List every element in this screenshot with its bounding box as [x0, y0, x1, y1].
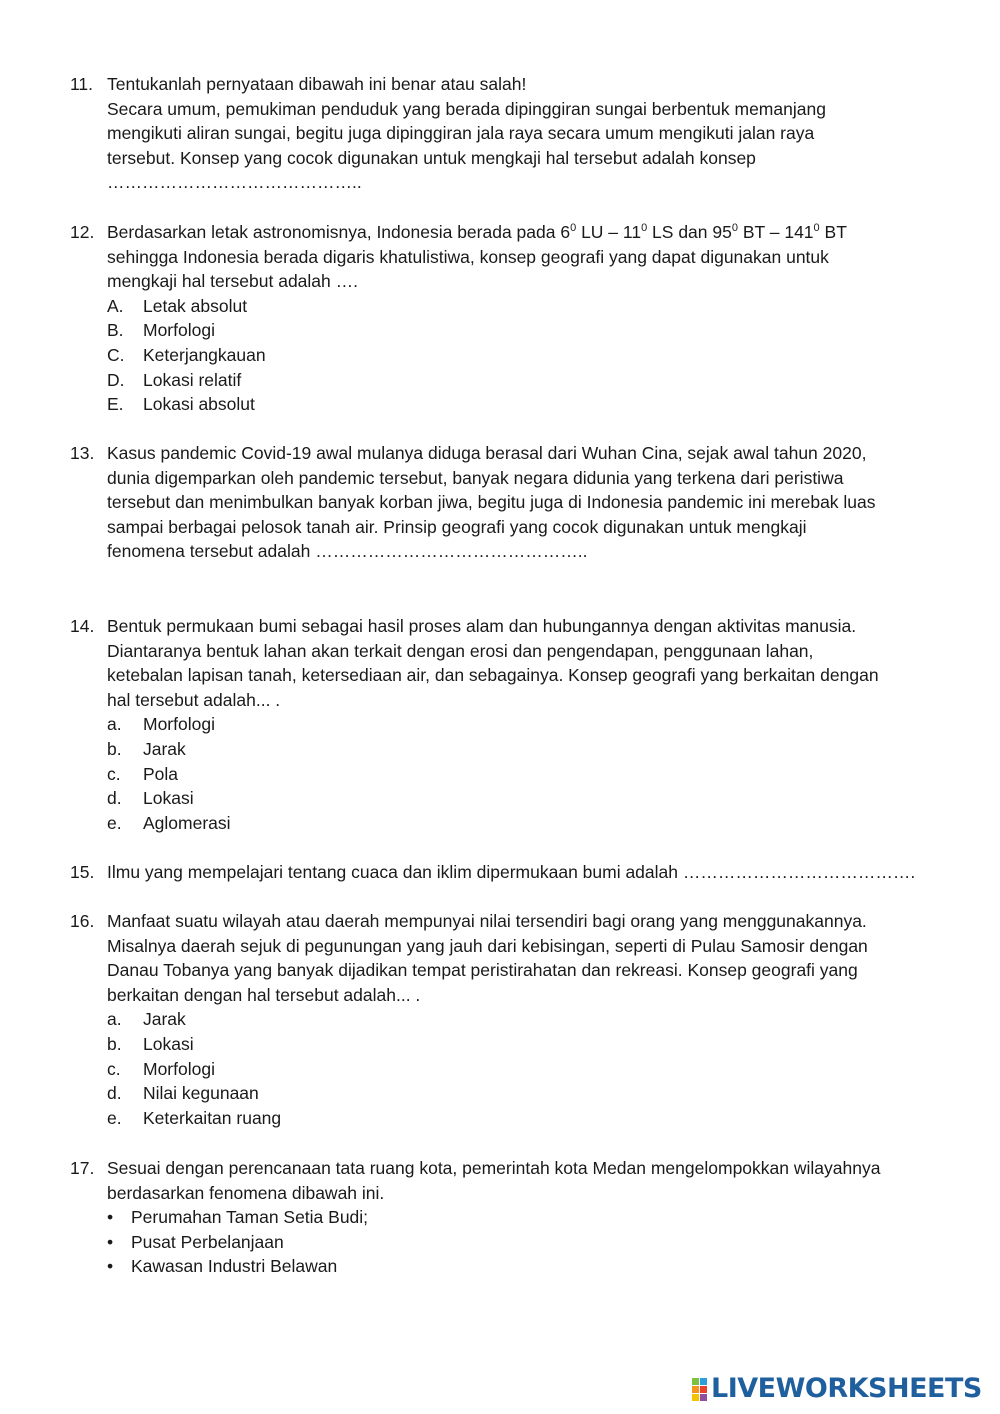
question-text: Secara umum, pemukiman penduduk yang berada dipinggiran sungai berbentuk memanjang — [107, 98, 826, 119]
option-letter: A. — [107, 295, 124, 316]
option-letter: e. — [107, 812, 122, 833]
option-letter: C. — [107, 344, 125, 365]
option-b[interactable] — [107, 737, 940, 762]
option-letter: b. — [107, 738, 122, 759]
option-a[interactable] — [107, 294, 940, 319]
option-e[interactable] — [107, 392, 940, 417]
option-text: Morfologi — [143, 714, 215, 735]
option-letter: c. — [107, 763, 121, 784]
option-text: Lokasi — [143, 1033, 194, 1054]
option-letter: e. — [107, 1107, 122, 1128]
bullet-text: Kawasan Industri Belawan — [131, 1256, 338, 1277]
option-letter: d. — [107, 788, 122, 809]
option-text: Jarak — [143, 1009, 186, 1030]
question-11 — [70, 72, 940, 195]
option-letter: D. — [107, 369, 125, 390]
liveworksheets-logo[interactable] — [692, 1374, 982, 1404]
option-c[interactable] — [107, 1057, 940, 1082]
option-letter: a. — [107, 1009, 122, 1030]
option-letter: E. — [107, 394, 124, 415]
option-letter: d. — [107, 1083, 122, 1104]
option-c[interactable] — [107, 762, 940, 787]
logo-block — [692, 1394, 699, 1401]
question-12 — [70, 220, 940, 417]
question-text: Bentuk permukaan bumi sebagai hasil proses alam dan hubungannya dengan aktivitas manusia. — [107, 616, 857, 636]
degree-superscript: 0 — [813, 222, 820, 234]
bullet-text: Pusat Perbelanjaan — [131, 1231, 284, 1252]
bullet-item — [107, 1205, 940, 1230]
option-letter: B. — [107, 320, 124, 341]
answer-blank[interactable]: …………………………………….. — [107, 172, 362, 193]
option-text: Lokasi absolut — [143, 394, 255, 415]
question-16 — [70, 909, 940, 1130]
question-number: 15. — [70, 862, 95, 882]
question-text: mengkaji hal tersebut adalah …. — [107, 271, 358, 292]
option-text: Nilai kegunaan — [143, 1083, 259, 1104]
question-number: 14. — [70, 616, 95, 636]
bullet-item — [107, 1254, 940, 1279]
option-text: Aglomerasi — [143, 812, 231, 833]
question-text: Diantaranya bentuk lahan akan terkait dengan erosi dan pengendapan, penggunaan lahan, — [107, 640, 814, 661]
option-text: Morfologi — [143, 320, 215, 341]
option-c[interactable] — [107, 343, 940, 368]
option-text: Letak absolut — [143, 295, 248, 316]
question-number: 16. — [70, 911, 95, 931]
option-d[interactable] — [107, 368, 940, 393]
question-number: 17. — [70, 1158, 95, 1178]
logo-block — [692, 1386, 699, 1393]
option-text: Jarak — [143, 738, 186, 759]
bullet-text: Perumahan Taman Setia Budi; — [131, 1207, 369, 1228]
option-b[interactable] — [107, 318, 940, 343]
question-text: tersebut. Konsep yang cocok digunakan untuk mengkaji hal tersebut adalah konsep — [107, 147, 756, 168]
option-e[interactable] — [107, 1106, 940, 1131]
logo-block — [700, 1386, 707, 1393]
question-text: mengikuti aliran sungai, begitu juga dipinggiran jala raya secara umum mengikuti jalan raya — [107, 123, 815, 144]
logo-block — [700, 1394, 707, 1401]
option-text: Lokasi — [143, 788, 194, 809]
option-a[interactable] — [107, 712, 940, 737]
question-text: Kasus pandemic Covid-19 awal mulanya diduga berasal dari Wuhan Cina, sejak awal tahun 2020, — [107, 443, 867, 463]
degree-superscript: 0 — [641, 222, 648, 234]
logo-blocks-icon — [692, 1378, 707, 1401]
question-text: berdasarkan fenomena dibawah ini. — [107, 1182, 385, 1203]
option-text: Pola — [143, 763, 179, 784]
option-letter: c. — [107, 1058, 121, 1079]
option-e[interactable] — [107, 811, 940, 836]
option-b[interactable] — [107, 1032, 940, 1057]
question-text: dunia digemparkan oleh pandemic tersebut, banyak negara didunia yang terkena dari peristiwa — [107, 467, 844, 488]
question-number: 11. — [70, 74, 94, 94]
logo-text: LIVEWORKSHEETS — [711, 1372, 982, 1404]
logo-block — [692, 1378, 699, 1385]
question-text: sehingga Indonesia berada digaris khatulistiwa, konsep geografi yang dapat digunakan untuk — [107, 246, 829, 267]
answer-blank[interactable]: fenomena tersebut adalah ……………………………………….. — [107, 541, 588, 562]
question-text: Ilmu yang mempelajari tentang cuaca dan iklim dipermukaan bumi adalah …………………………………. — [107, 862, 916, 882]
question-13 — [70, 441, 940, 564]
question-text: hal tersebut adalah... . — [107, 689, 281, 710]
degree-superscript: 0 — [570, 222, 577, 234]
bullet-item — [107, 1230, 940, 1255]
question-number: 12. — [70, 222, 95, 242]
question-text: ketebalan lapisan tanah, ketersediaan air, dan sebagainya. Konsep geografi yang berkaitan dengan — [107, 665, 879, 686]
question-text: Tentukanlah pernyataan dibawah ini benar atau salah! — [107, 74, 527, 94]
bullet-icon: • — [107, 1256, 114, 1277]
bullet-icon: • — [107, 1231, 114, 1252]
question-text: sampai berbagai pelosok tanah air. Prinsip geografi yang cocok digunakan untuk mengkaji — [107, 516, 807, 537]
question-number: 13. — [70, 443, 95, 463]
option-text: Lokasi relatif — [143, 369, 242, 390]
option-letter: b. — [107, 1033, 122, 1054]
question-15 — [70, 860, 940, 885]
option-d[interactable] — [107, 786, 940, 811]
option-text: Keterjangkauan — [143, 344, 266, 365]
option-text: Morfologi — [143, 1058, 215, 1079]
option-d[interactable] — [107, 1081, 940, 1106]
option-a[interactable] — [107, 1007, 940, 1032]
bullet-icon: • — [107, 1207, 114, 1228]
question-17 — [70, 1156, 940, 1279]
logo-block — [700, 1378, 707, 1385]
question-14 — [70, 614, 940, 835]
degree-superscript: 0 — [731, 222, 738, 234]
question-text: Misalnya daerah sejuk di pegunungan yang jauh dari kebisingan, seperti di Pulau Samosir dengan — [107, 935, 868, 956]
option-text: Keterkaitan ruang — [143, 1107, 282, 1128]
question-text: berkaitan dengan hal tersebut adalah... . — [107, 984, 421, 1005]
question-text: Danau Tobanya yang banyak dijadikan tempat peristirahatan dan rekreasi. Konsep geografi yang — [107, 960, 858, 981]
question-text: tersebut dan menimbulkan banyak korban jiwa, begitu juga di Indonesia pandemic ini merebak luas — [107, 492, 876, 513]
question-text: Berdasarkan letak astronomisnya, Indonesia berada pada $6^0$ LU – $11^0$ LS dan $95^0$ BT – $141^0$ BT — [107, 222, 847, 242]
option-letter: a. — [107, 714, 122, 735]
question-text: Sesuai dengan perencanaan tata ruang kota, pemerintah kota Medan mengelompokkan wilayahnya — [107, 1158, 881, 1178]
question-text: Manfaat suatu wilayah atau daerah mempunyai nilai tersendiri bagi orang yang menggunakannya. — [107, 911, 867, 931]
